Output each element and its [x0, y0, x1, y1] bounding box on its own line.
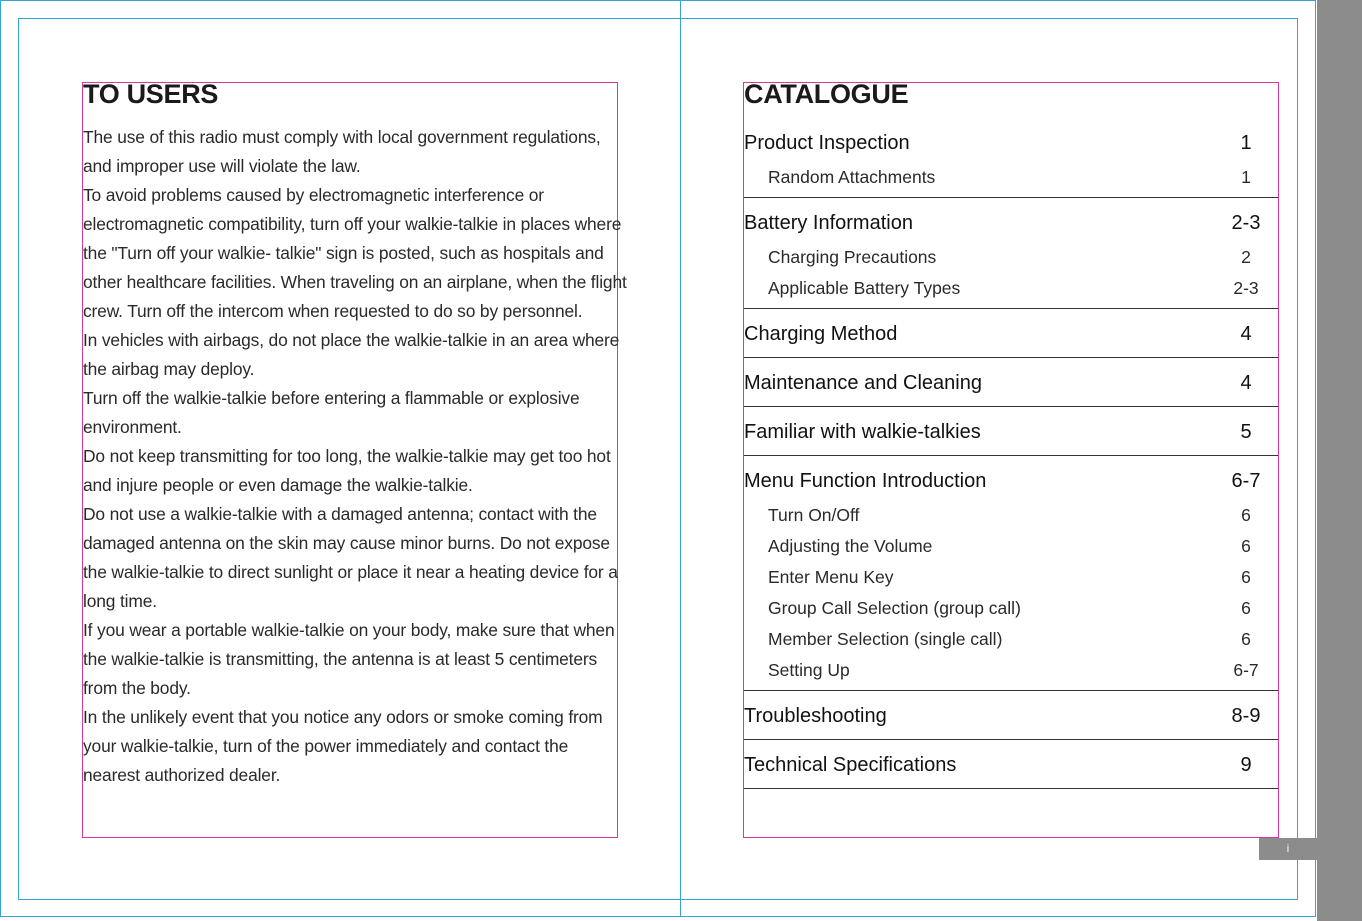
toc-section: [744, 463, 1278, 691]
toc-subentry-page: 1: [1241, 167, 1251, 187]
toc-subentry-label: Random Attachments: [768, 167, 936, 187]
toc-subentry-label: Enter Menu Key: [768, 567, 894, 587]
toc-subentry[interactable]: [744, 531, 1278, 562]
toc-subentry-label: Adjusting the Volume: [768, 536, 933, 556]
toc-entry-page: 1: [1240, 132, 1252, 154]
toc-subentry[interactable]: [744, 562, 1278, 593]
toc-subentry-page: 6: [1241, 536, 1251, 556]
toc-subentry-page: 6-7: [1233, 660, 1259, 680]
to-users-paragraph: In vehicles with airbags, do not place the walkie-talkie in an area where the airbag may deploy.: [83, 330, 620, 379]
toc-subentry[interactable]: [744, 655, 1278, 686]
to-users-paragraph: The use of this radio must comply with local government regulations, and improper use will violate the law.: [83, 127, 601, 176]
toc-entry[interactable]: [744, 125, 1278, 162]
toc-subentry-label: Member Selection (single call): [768, 629, 1003, 649]
toc-section: [744, 747, 1278, 789]
toc-subentry-page: 6: [1241, 598, 1251, 618]
toc-subentry-label: Setting Up: [768, 660, 850, 680]
spread-fold-line: [680, 0, 681, 917]
to-users-paragraph: To avoid problems caused by electromagnetic interference or electromagnetic compatibility, turn off your walkie-talkie in places where the "Turn off your walkie- talkie" sign is posted, such as hospitals and other healthcare facilities. When traveling on an airplane, when the flight crew. Turn off the intercom when requested to do so by personnel.: [83, 185, 627, 321]
toc-entry-page: 4: [1240, 323, 1252, 345]
toc-entry[interactable]: [744, 365, 1278, 402]
toc-entry[interactable]: [744, 414, 1278, 451]
toc-entry-page: 6-7: [1231, 470, 1261, 492]
page-number-tab: i: [1259, 838, 1317, 860]
toc-subentry-label: Group Call Selection (group call): [768, 598, 1021, 618]
toc-entry-page: 5: [1240, 421, 1252, 443]
toc-subentry[interactable]: [744, 593, 1278, 624]
to-users-paragraph: Turn off the walkie-talkie before entering a flammable or explosive environment.: [83, 388, 580, 437]
toc-section: [744, 205, 1278, 309]
toc-subentry-label: Applicable Battery Types: [768, 278, 961, 298]
toc-entry[interactable]: [744, 316, 1278, 353]
toc-entry-label: Battery Information: [744, 212, 913, 234]
toc-entry-label: Familiar with walkie-talkies: [744, 421, 981, 443]
toc-entry[interactable]: [744, 205, 1278, 242]
to-users-paragraph: Do not keep transmitting for too long, the walkie-talkie may get too hot and injure people or even damage the walkie-talkie.: [83, 446, 611, 495]
toc-subentry-page: 6: [1241, 629, 1251, 649]
to-users-paragraph: In the unlikely event that you notice any odors or smoke coming from your walkie-talkie, turn of the power immediately and contact the nearest authorized dealer.: [83, 707, 603, 785]
toc-entry[interactable]: [744, 747, 1278, 784]
toc-subentry-page: 2-3: [1233, 278, 1259, 298]
toc-entry-label: Charging Method: [744, 323, 898, 345]
catalogue-text-frame: [743, 79, 1279, 838]
toc-entry-page: 9: [1240, 754, 1252, 776]
toc-section: [744, 698, 1278, 740]
toc-entry-page: 4: [1240, 372, 1252, 394]
toc-entry-page: 2-3: [1231, 212, 1261, 234]
toc-subentry[interactable]: [744, 162, 1278, 193]
toc-entry-label: Menu Function Introduction: [744, 470, 987, 492]
side-scroll-bar[interactable]: [1317, 0, 1362, 921]
toc-section: [744, 125, 1278, 198]
toc-entry-label: Maintenance and Cleaning: [744, 372, 982, 394]
to-users-paragraph: Do not use a walkie-talkie with a damaged antenna; contact with the damaged antenna on the skin may cause minor burns. Do not expose the walkie-talkie to direct sunlight or place it near a heating device for a long time.: [83, 504, 618, 611]
to-users-text-frame: [82, 79, 627, 838]
to-users-title: TO USERS: [83, 79, 219, 109]
toc-entry-label: Product Inspection: [744, 132, 910, 154]
toc-subentry[interactable]: [744, 500, 1278, 531]
toc-section: [744, 414, 1278, 456]
toc-subentry-page: 2: [1241, 247, 1251, 267]
toc-subentry[interactable]: [744, 273, 1278, 304]
toc-section: [744, 365, 1278, 407]
to-users-paragraph: If you wear a portable walkie-talkie on your body, make sure that when the walkie-talkie is transmitting, the antenna is at least 5 centimeters from the body.: [83, 620, 615, 698]
toc-subentry-label: Charging Precautions: [768, 247, 937, 267]
toc-entry[interactable]: [744, 698, 1278, 735]
toc-subentry-label: Turn On/Off: [768, 505, 860, 525]
toc-entry-label: Technical Specifications: [744, 754, 957, 776]
toc-subentry-page: 6: [1241, 505, 1251, 525]
toc-subentry[interactable]: [744, 624, 1278, 655]
toc-subentry-page: 6: [1241, 567, 1251, 587]
toc-entry-page: 8-9: [1231, 705, 1261, 727]
to-users-body: [83, 123, 628, 790]
toc-entry[interactable]: [744, 463, 1278, 500]
toc-section: [744, 316, 1278, 358]
catalogue-title: CATALOGUE: [744, 79, 909, 109]
toc-subentry[interactable]: [744, 242, 1278, 273]
toc-entry-label: Troubleshooting: [744, 705, 887, 727]
table-of-contents: [744, 125, 1278, 796]
